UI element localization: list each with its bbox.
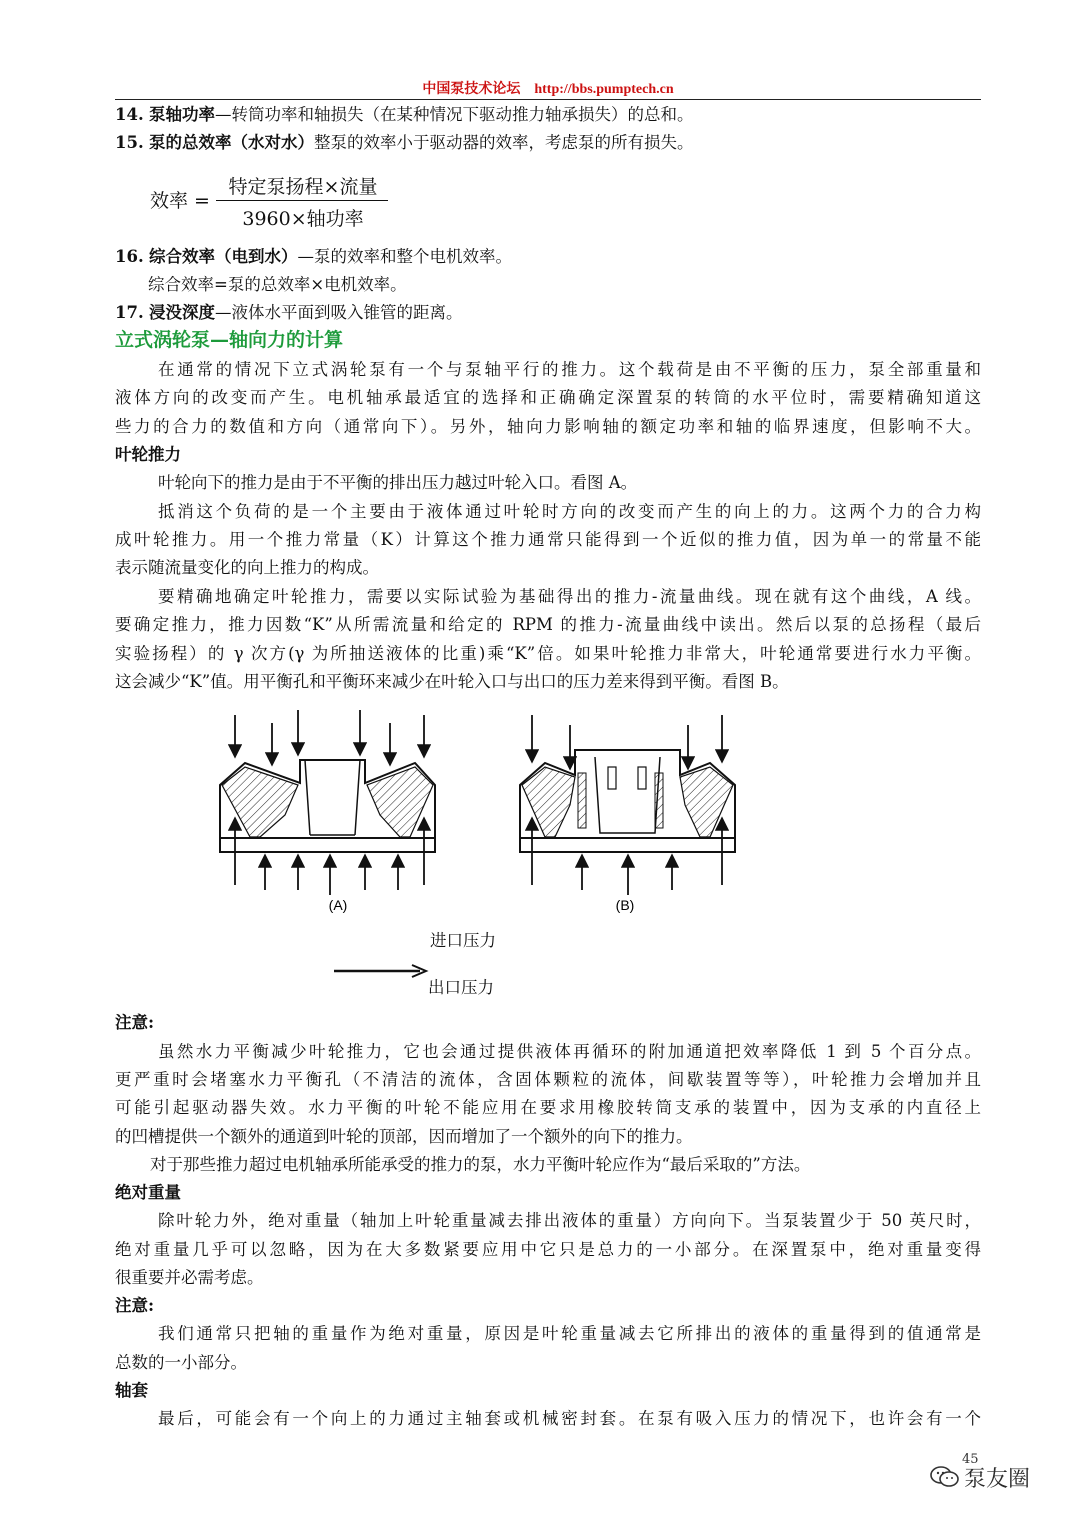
note1-line-1: 虽然水力平衡减少叶轮推力，它也会通过提供液体再循环的附加通道把效率降低 1 到 5 个百分点。 <box>158 1042 981 1061</box>
impeller-p1: 叶轮向下的推力是由于不平衡的排出压力越过叶轮入口。看图 A。 <box>158 473 638 492</box>
wechat-icon <box>930 1465 960 1495</box>
item-16-num: 16. <box>115 247 144 266</box>
watermark <box>930 1462 1030 1495</box>
page-header <box>115 78 981 98</box>
sleeve-line-1: 最后，可能会有一个向上的力通过主轴套或机械密封套。在泵有吸入压力的情况下，也许会有一个 <box>158 1409 981 1428</box>
impeller-a <box>220 710 435 895</box>
impeller-p3-line-4: 这会减少“K”值。用平衡孔和平衡环来减少在叶轮入口与出口的压力差来得到平衡。看图 B。 <box>115 672 789 691</box>
intro-line-1: 在通常的情况下立式涡轮泵有一个与泵轴平行的推力。这个载荷是由不平衡的压力，泵全部重量和 <box>158 360 981 379</box>
header-rule <box>115 99 981 100</box>
watermark-text: 泵友圈 <box>964 1467 1031 1492</box>
impeller-p3-line-3: 实验扬程）的 γ 次方(γ 为所抽送液体的比重)乘“K”倍。如果叶轮推力非常大，叶轮通常要进行水力平衡。 <box>115 644 981 663</box>
page-number: 45 <box>962 1452 979 1467</box>
item-17-text: —液体水平面到吸入锥管的距离。 <box>214 303 463 322</box>
impeller-p3-line-1: 要精确地确定叶轮推力，需要以实际试验为基础得出的推力-流量曲线。现在就有这个曲线，A 线。 <box>158 587 981 606</box>
item-14-term: 泵轴功率 <box>148 105 215 124</box>
item-14-num: 14. <box>115 105 144 124</box>
impeller-p2-line-3: 表示随流量变化的向上推力的构成。 <box>115 558 379 577</box>
note2-line-2: 总数的一小部分。 <box>115 1353 247 1372</box>
deadweight-line-2: 绝对重量几乎可以忽略，因为在大多数紧要应用中它只是总力的一小部分。在深置泵中，绝对重量变得 <box>115 1240 981 1259</box>
formula-fraction-bar <box>216 200 388 201</box>
header-site: 中国泵技术论坛 <box>422 81 521 97</box>
note1-heading: 注意: <box>115 1013 155 1032</box>
item-14 <box>115 104 693 126</box>
legend-outlet-pressure: 出口压力 <box>428 978 494 997</box>
formula-label: 效率 = <box>150 190 210 212</box>
impeller-thrust-figure <box>210 705 750 924</box>
item-15-text: 整泵的效率小于驱动器的效率，考虑泵的所有损失。 <box>313 133 694 152</box>
formula-denominator: 3960×轴功率 <box>242 208 364 230</box>
impeller-diagrams <box>210 705 750 920</box>
item-14-text: —转筒功率和轴损失（在某种情况下驱动推力轴承损失）的总和。 <box>214 105 694 124</box>
impeller-b <box>520 715 735 895</box>
figure-label-a: (A) <box>328 897 348 913</box>
note1-last: 对于那些推力超过电机轴承所能承受的推力的泵，水力平衡叶轮应作为“最后采取的”方法。 <box>150 1155 811 1174</box>
item-17-term: 浸没深度 <box>148 303 215 322</box>
item-15-term: 泵的总效率（水对水） <box>148 133 314 152</box>
impeller-heading: 叶轮推力 <box>115 445 181 464</box>
section-title: 立式涡轮泵—轴向力的计算 <box>115 329 344 351</box>
formula-numerator: 特定泵扬程×流量 <box>228 176 378 198</box>
item-15 <box>115 132 693 154</box>
item-16-sub: 综合效率=泵的总效率×电机效率。 <box>148 275 407 294</box>
item-16-text: —泵的效率和整个电机效率。 <box>297 247 512 266</box>
figure-label-b: (B) <box>615 897 635 913</box>
item-16-term: 综合效率（电到水） <box>148 247 298 266</box>
item-16 <box>115 246 512 268</box>
legend-inlet-pressure: 进口压力 <box>430 931 496 950</box>
deadweight-heading: 绝对重量 <box>115 1183 181 1202</box>
deadweight-line-3: 很重要并必需考虑。 <box>115 1268 264 1287</box>
item-15-num: 15. <box>115 133 144 152</box>
impeller-p2-line-2: 成叶轮推力。用一个推力常量（K）计算这个推力通常只能得到一个近似的推力值，因为单一的常量不能 <box>115 530 981 549</box>
note2-line-1: 我们通常只把轴的重量作为绝对重量，原因是叶轮重量减去它所排出的液体的重量得到的值通常是 <box>158 1324 981 1343</box>
note1-line-2: 更严重时会堵塞水力平衡孔（不清洁的流体，含固体颗粒的流体，间歇装置等等），叶轮推力会增加并且 <box>115 1070 981 1089</box>
header-url[interactable]: http://bbs.pumptech.cn <box>534 82 674 97</box>
note1-line-3: 可能引起驱动器失效。水力平衡的叶轮不能应用在要求用橡胶转筒支承的装置中，因为支承的内直径上 <box>115 1098 981 1117</box>
item-17-num: 17. <box>115 303 144 322</box>
note1-line-4: 的凹槽提供一个额外的通道到叶轮的顶部，因而增加了一个额外的向下的推力。 <box>115 1127 693 1146</box>
impeller-p3-line-2: 要确定推力，推力因数“K”从所需流量和给定的 RPM 的推力-流量曲线中读出。然后以泵的总扬程（最后 <box>115 615 981 634</box>
sleeve-heading: 轴套 <box>115 1381 148 1400</box>
legend-arrow <box>332 963 432 979</box>
intro-line-2: 液体方向的改变而产生。电机轴承最适宜的选择和正确确定深置泵的转筒的水平位时，需要精确知道这 <box>115 388 981 407</box>
intro-line-3: 些力的合力的数值和方向（通常向下）。另外，轴向力影响轴的额定功率和轴的临界速度，但影响不大。 <box>115 417 981 436</box>
deadweight-line-1: 除叶轮力外，绝对重量（轴加上叶轮重量减去排出液体的重量）方向向下。当泵装置少于 50 英尺时， <box>158 1211 981 1230</box>
item-17 <box>115 302 462 324</box>
impeller-p2-line-1: 抵消这个负荷的是一个主要由于液体通过叶轮时方向的改变而产生的向上的力。这两个力的合力构 <box>158 502 981 521</box>
note2-heading: 注意: <box>115 1296 155 1315</box>
